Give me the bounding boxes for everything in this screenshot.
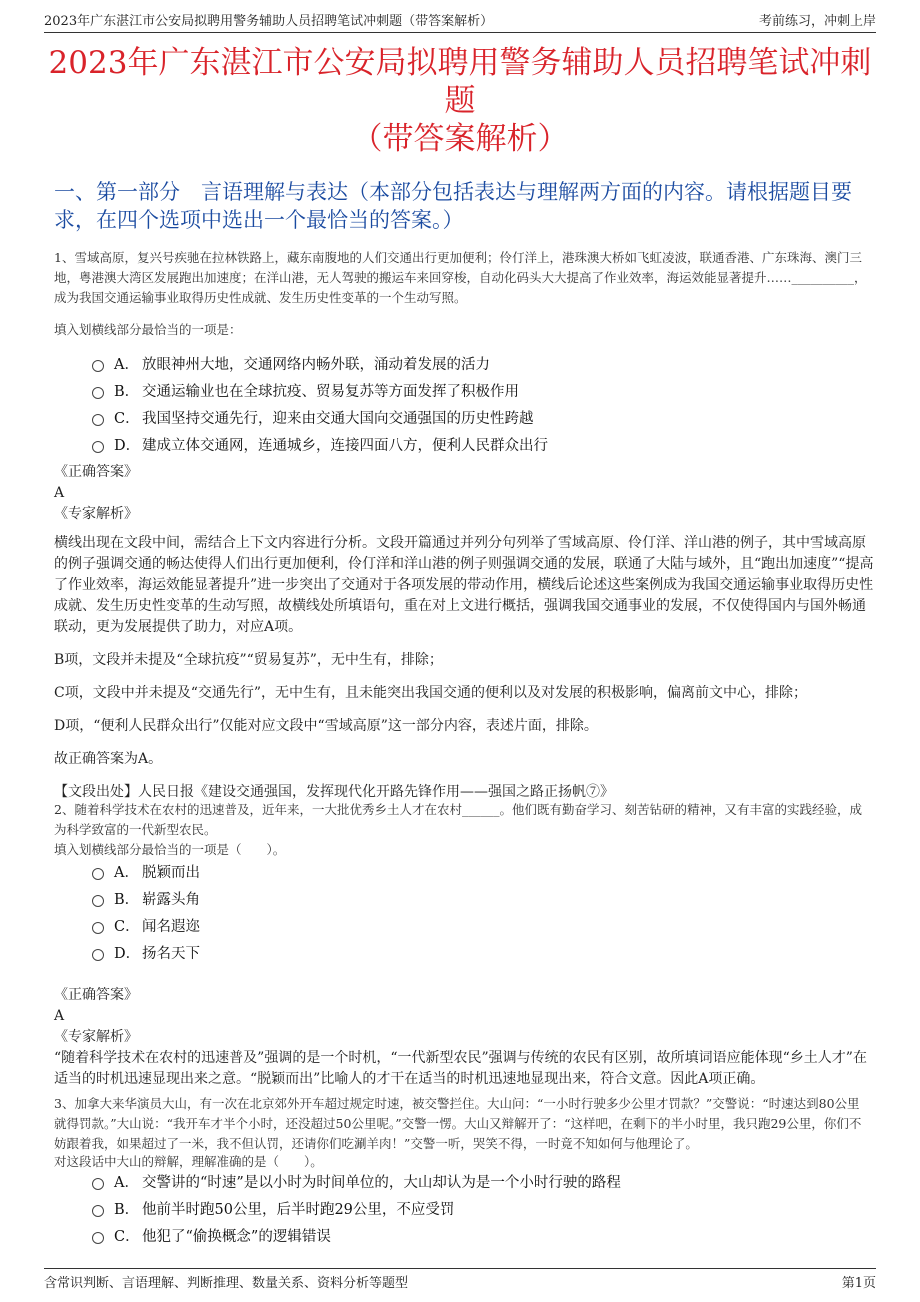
q1-analysis-p1: 横线出现在文段中间，需结合上下文内容进行分析。文段开篇通过并列分句列举了雪域高原、伶仃洋、洋山港的例子，其中雪域高原的例子强调交通的畅达使得人们出行更加便利，伶仃洋和洋山港的例子则强调交通的发展，联通了大陆与域外，且“跑出加速度”“提高了作业效率，海运效能显著提升”进一步突出了交通对于各项发展的带动作用，横线后论述这些案例成为我国交通运输事业取得历史性成就、发生历史性变革的生动写照，故横线处所填语句，重在对上文进行概括，强调我国交通事业的发展，不仅使得国内与国外畅通联动，更为发展提供了助力，对应A项。 (54, 535, 874, 635)
q2-answer: A (54, 1008, 65, 1024)
q1-analysis (54, 533, 876, 803)
title-line-2: （带答案解析） (351, 121, 569, 157)
q3-option-c[interactable]: C． 他犯了“偷换概念”的逻辑错误 (92, 1222, 872, 1249)
q2-option-d[interactable]: D． 扬名天下 (92, 939, 872, 966)
radio-icon[interactable] (92, 414, 104, 426)
q1-analysis-p3: C项，文段中并未提及“交通先行”，无中生有，且未能突出我国交通的便利以及对发展的积极影响，偏离前文中心，排除； (54, 685, 808, 701)
radio-icon[interactable] (92, 922, 104, 934)
q2-option-c[interactable]: C． 闻名遐迩 (92, 912, 872, 939)
q1-stem: 1、雪域高原，复兴号疾驰在拉林铁路上，藏东南腹地的人们交通出行更加便利；伶仃洋上，港珠澳大桥如飞虹凌波，联通香港、广东珠海、澳门三地，粤港澳大湾区发展跑出加速度；在洋山港，无人驾驶的搬运车来回穿梭，自动化码头大大提高了作业效率，海运效能显著提升……__________，成为我国交通运输事业取得历史性成就、发生历史性变革的一个生动写照。 (54, 250, 867, 305)
header-doc-title: 2023年广东湛江市公安局拟聘用警务辅助人员招聘笔试冲刺题（带答案解析） (44, 14, 494, 29)
q1-option-d[interactable]: D． 建成立体交通网，连通城乡，连接四面八方，便利人民群众出行 (92, 431, 872, 458)
radio-icon[interactable] (92, 949, 104, 961)
page-header (44, 10, 876, 33)
section-heading: 一、第一部分 言语理解与表达（本部分包括表达与理解两方面的内容。请根据题目要求，在四个选项中选出一个最恰当的答案。） (54, 180, 852, 232)
q2-analysis: “随着科学技术在农村的迅速普及”强调的是一个时机，“一代新型农民”强调与传统的农民有区别，故所填词语应能体现“乡土人才”在适当的时机迅速显现出来之意。“脱颖而出”比喻人的才干在适当的时机迅速地显现出来，符合文意。因此A项正确。 (54, 1050, 867, 1087)
q2-option-b[interactable]: B． 崭露头角 (92, 885, 872, 912)
page-footer (44, 1268, 876, 1296)
radio-icon[interactable] (92, 1205, 104, 1217)
radio-icon[interactable] (92, 360, 104, 372)
radio-icon[interactable] (92, 868, 104, 880)
footer-note: 含常识判断、言语理解、判断推理、数量关系、资料分析等题型 (44, 1276, 409, 1291)
q1-analysis-p2: B项，文段并未提及“全球抗疫”“贸易复苏”，无中生有，排除； (54, 652, 443, 668)
radio-icon[interactable] (92, 387, 104, 399)
q3-options (92, 1168, 872, 1249)
q1-option-c[interactable]: C． 我国坚持交通先行，迎来由交通大国向交通强国的历史性跨越 (92, 404, 872, 431)
q1-option-b[interactable]: B． 交通运输业也在全球抗疫、贸易复苏等方面发挥了积极作用 (92, 377, 872, 404)
radio-icon[interactable] (92, 441, 104, 453)
title-line-1: 2023年广东湛江市公安局拟聘用警务辅助人员招聘笔试冲刺题 (48, 45, 872, 119)
q3-stem: 3、加拿大来华演员大山，有一次在北京郊外开车超过规定时速，被交警拦住。大山问：“一小时行驶多少公里才罚款？”交警说：“时速达到80公里就得罚款。”大山说：“我开车才半个小时，还没超过50公里呢。”交警一愣。大山又辩解开了：“这样吧，在剩下的半小时里，我只跑29公里，你们不妨跟着我，如果超过了一米，我不但认罚，还请你们吃涮羊肉！”交警一听，哭笑不得，一时竟不知如何与他理论了。 (54, 1096, 862, 1151)
q1-source: 【文段出处】人民日报《建设交通强国，发挥现代化开路先锋作用——强国之路正扬帆⑦》 (54, 784, 614, 800)
page-title (44, 44, 876, 158)
q2-option-a[interactable]: A． 脱颖而出 (92, 858, 872, 885)
radio-icon[interactable] (92, 1178, 104, 1190)
q1-analysis-p5: 故正确答案为A。 (54, 751, 163, 767)
q2-answer-block (54, 985, 876, 1090)
radio-icon[interactable] (92, 895, 104, 907)
radio-icon[interactable] (92, 1232, 104, 1244)
q1-answer-block (54, 462, 876, 525)
q1-option-a[interactable]: A． 放眼神州大地，交通网络内畅外联，涌动着发展的活力 (92, 350, 872, 377)
q1-options (92, 350, 872, 458)
page-number: 第1页 (841, 1276, 876, 1291)
q2-analysis-label: 《专家解析》 (54, 1029, 138, 1045)
q2-prompt: 填入划横线部分最恰当的一项是（ ）。 (54, 842, 286, 857)
q3-option-b[interactable]: B． 他前半时跑50公里，后半时跑29公里，不应受罚 (92, 1195, 872, 1222)
q2-stem: 2、随着科学技术在农村的迅速普及，近年来，一大批优秀乡土人才在农村______。他们既有勤奋学习、刻苦钻研的精神，又有丰富的实践经验，成为科学致富的一代新型农民。 (54, 802, 862, 837)
q3-prompt: 对这段话中大山的辩解，理解准确的是（ ）。 (54, 1154, 323, 1169)
q3-option-a[interactable]: A． 交警讲的“时速”是以小时为时间单位的，大山却认为是一个小时行驶的路程 (92, 1168, 872, 1195)
q1-prompt: 填入划横线部分最恰当的一项是： (54, 322, 242, 337)
header-slogan: 考前练习，冲刺上岸 (758, 14, 876, 29)
q1-answer-label: 《正确答案》 (54, 464, 138, 480)
q2-answer-label: 《正确答案》 (54, 987, 138, 1003)
q1-analysis-label: 《专家解析》 (54, 506, 138, 522)
q2-options (92, 858, 872, 966)
q1-analysis-p4: D项，“便利人民群众出行”仅能对应文段中“雪域高原”这一部分内容，表述片面，排除。 (54, 718, 598, 734)
q1-answer: A (54, 485, 65, 501)
